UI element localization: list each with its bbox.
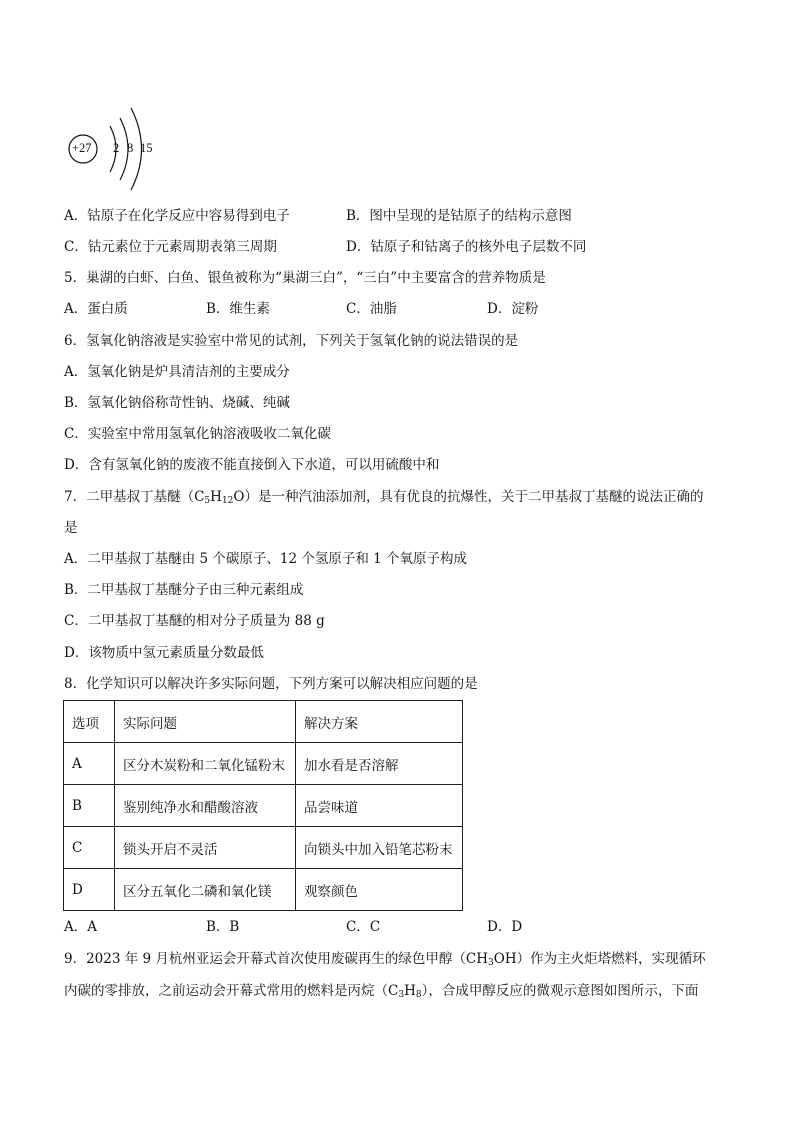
q6-option-d: D．含有氢氧化钠的废液不能直接倒入下水道，可以用硫酸中和 <box>64 457 440 473</box>
q7-option-c: C．二甲基叔丁基醚的相对分子质量为 88 g <box>64 613 325 629</box>
q6-option-a: A．氢氧化钠是炉具清洁剂的主要成分 <box>64 364 290 380</box>
table-cell: A <box>64 743 115 785</box>
shell-3-electrons: 15 <box>140 141 153 155</box>
q8-option-a: A．A <box>64 919 97 935</box>
q5-stem: 5．巢湖的白虾、白鱼、银鱼被称为“巢湖三白”，“三白”中主要富含的营养物质是 <box>64 270 546 286</box>
header-cell: 解决方案 <box>296 701 463 743</box>
table-row <box>64 785 463 827</box>
q7-option-a: A．二甲基叔丁基醚由 5 个碳原子、12 个氢原子和 1 个氧原子构成 <box>64 551 468 567</box>
q8-option-d: D．D <box>487 919 523 935</box>
shell-1-electrons: 2 <box>113 141 120 155</box>
q5-option-c: C．油脂 <box>346 301 397 317</box>
q8-stem: 8．化学知识可以解决许多实际问题，下列方案可以解决相应问题的是 <box>64 676 478 692</box>
q4-option-a: A．钴原子在化学反应中容易得到电子 <box>64 208 290 224</box>
q9-stem-line2: 内碳的零排放，之前运动会开幕式常用的燃料是丙烷$(C_3H_8)$，合成甲醇反应的微观示意图如图所示，下面 <box>64 983 699 1000</box>
q7-stem-continued: 是 <box>64 520 78 536</box>
q5-option-a: A．蛋白质 <box>64 301 128 317</box>
q7-stem: 7．二甲基叔丁基醚$(C_5H_{12}O)$是一种汽油添加剂，具有优良的抗爆性，关于二甲基叔丁基醚的说法正确的 <box>64 489 704 506</box>
q7-option-d: D．该物质中氢元素质量分数最低 <box>64 645 264 661</box>
q5-option-d: D．淀粉 <box>487 301 539 317</box>
table-cell: 锁头开启不灵活 <box>115 827 296 869</box>
cobalt-atom-structure-diagram <box>68 104 168 194</box>
shell-2-electrons: 8 <box>127 141 134 155</box>
q4-option-d: D．钴原子和钴离子的核外电子层数不同 <box>346 239 587 255</box>
table-cell: B <box>64 785 115 827</box>
table-cell: 品尝味道 <box>296 785 463 827</box>
q8-table <box>63 700 463 911</box>
q6-option-b: B．氢氧化钠俗称苛性钠、烧碱、纯碱 <box>64 395 290 411</box>
table-cell: 向锁头中加入铅笔芯粉末 <box>296 827 463 869</box>
nucleus-charge: +27 <box>72 141 92 155</box>
table-cell: 区分五氧化二磷和氧化镁 <box>115 869 296 911</box>
table-cell: 区分木炭粉和二氧化锰粉末 <box>115 743 296 785</box>
table-header-row <box>64 701 463 743</box>
q7-option-b: B．二甲基叔丁基醚分子由三种元素组成 <box>64 582 304 598</box>
table-cell: 鉴别纯净水和醋酸溶液 <box>115 785 296 827</box>
table-cell: 加水看是否溶解 <box>296 743 463 785</box>
q5-option-b: B．维生素 <box>206 301 270 317</box>
table-row <box>64 869 463 911</box>
header-cell: 选项 <box>64 701 115 743</box>
q4-option-c: C．钴元素位于元素周期表第三周期 <box>64 239 277 255</box>
header-cell: 实际问题 <box>115 701 296 743</box>
table-row <box>64 827 463 869</box>
table-cell: D <box>64 869 115 911</box>
table-cell: 观察颜色 <box>296 869 463 911</box>
q8-option-c: C．C <box>346 919 381 935</box>
q4-option-b: B．图中呈现的是钴原子的结构示意图 <box>346 208 572 224</box>
table-cell: C <box>64 827 115 869</box>
q9-stem-line1: 9．2023 年 9 月杭州亚运会开幕式首次使用废碳再生的绿色甲醇$(CH_3OH)$作为主火炬塔燃料，实现循环 <box>64 951 706 968</box>
q6-option-c: C．实验室中常用氢氧化钠溶液吸收二氧化碳 <box>64 426 331 442</box>
q8-option-b: B．B <box>206 919 240 935</box>
q6-stem: 6．氢氧化钠溶液是实验室中常见的试剂，下列关于氢氧化钠的说法错误的是 <box>64 333 519 349</box>
table-row <box>64 743 463 785</box>
